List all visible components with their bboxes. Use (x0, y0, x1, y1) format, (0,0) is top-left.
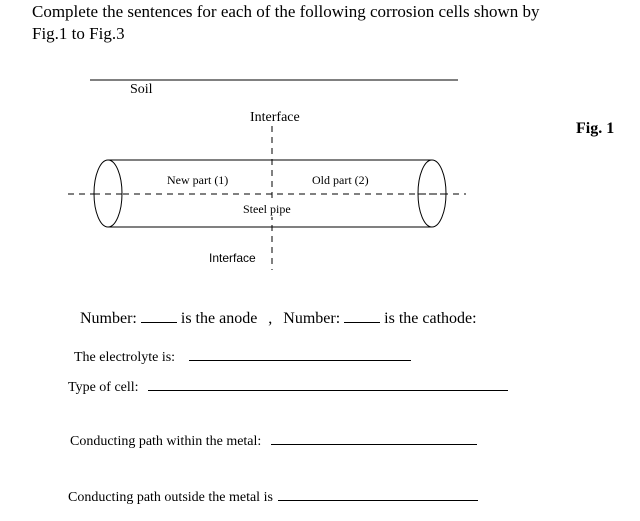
path-outside-question (68, 490, 478, 506)
interface-top-label: Interface (250, 110, 300, 125)
soil-label: Soil (130, 82, 153, 97)
new-part-label: New part (1) (167, 173, 229, 187)
cell-type-blank[interactable] (148, 390, 508, 391)
cell-type-question (68, 380, 508, 396)
path-outside-blank[interactable] (278, 500, 478, 501)
anode-number-blank[interactable] (141, 322, 177, 323)
number-label-2: Number: (283, 310, 341, 327)
electrolyte-question (74, 350, 411, 366)
anode-text: is the anode (180, 310, 258, 327)
cathode-text: is the cathode: (384, 310, 477, 327)
old-part-label: Old part (2) (312, 173, 369, 187)
electrolyte-blank[interactable] (189, 360, 411, 361)
number-label-1: Number: (80, 310, 137, 327)
figure-label: Fig. 1 (576, 120, 615, 137)
interface-bottom-label: Interface (209, 251, 256, 265)
anode-cathode-question (80, 310, 477, 328)
path-outside-label: Conducting path outside the metal is (68, 490, 273, 505)
path-within-question (70, 434, 477, 450)
steel-pipe-label: Steel pipe (243, 202, 291, 216)
cell-type-label: Type of cell: (68, 380, 139, 395)
cathode-number-blank[interactable] (344, 322, 380, 323)
path-within-blank[interactable] (271, 444, 477, 445)
instruction-line-1: Complete the sentences for each of the following corrosion cells shown by (32, 2, 540, 21)
path-within-label: Conducting path within the metal: (70, 434, 262, 449)
instruction-line-2: Fig.1 to Fig.3 (32, 24, 125, 43)
question-separator: , (268, 310, 273, 327)
electrolyte-label: The electrolyte is: (74, 350, 176, 365)
